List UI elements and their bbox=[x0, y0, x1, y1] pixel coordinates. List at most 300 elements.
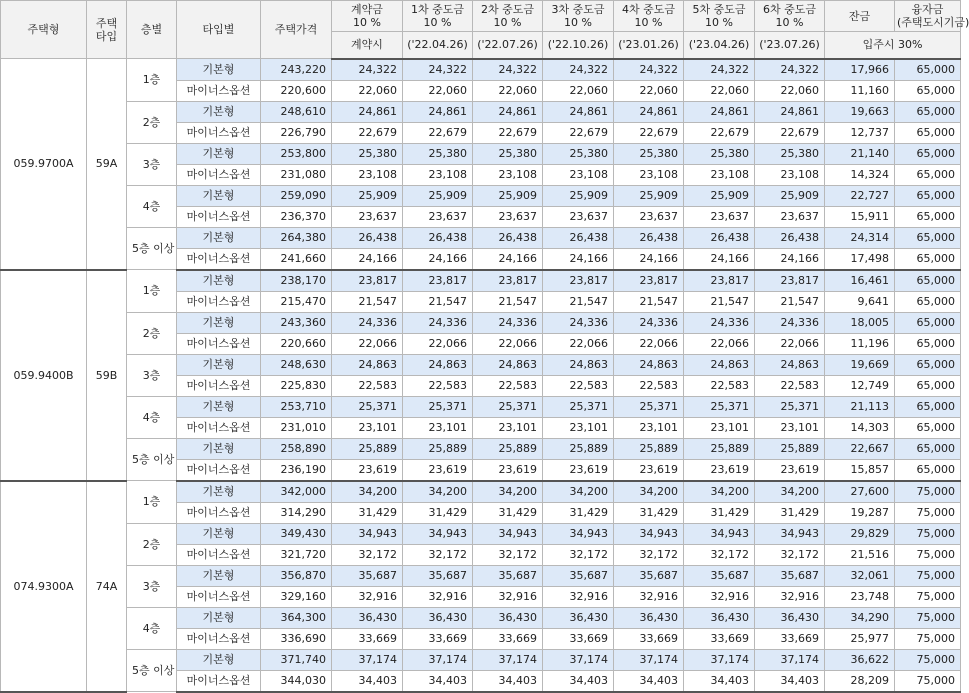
value-cell: 24,336 bbox=[755, 312, 825, 333]
value-cell: 21,113 bbox=[825, 396, 895, 417]
value-cell: 25,371 bbox=[403, 396, 473, 417]
value-cell: 25,909 bbox=[755, 185, 825, 206]
value-cell: 371,740 bbox=[261, 649, 332, 670]
value-cell: 36,430 bbox=[332, 607, 403, 628]
value-cell: 22,679 bbox=[684, 122, 755, 143]
value-cell: 25,371 bbox=[614, 396, 684, 417]
value-cell: 22,583 bbox=[403, 375, 473, 396]
value-cell: 35,687 bbox=[332, 565, 403, 586]
value-cell: 24,861 bbox=[543, 101, 614, 122]
value-cell: 37,174 bbox=[473, 649, 543, 670]
type-cell: 기본형 bbox=[177, 649, 261, 670]
header-balance-note: 입주시 30% bbox=[825, 32, 961, 59]
type-cell: 마이너스옵션 bbox=[177, 164, 261, 185]
value-cell: 65,000 bbox=[895, 101, 961, 122]
value-cell: 36,430 bbox=[614, 607, 684, 628]
value-cell: 75,000 bbox=[895, 544, 961, 565]
value-cell: 22,066 bbox=[755, 333, 825, 354]
value-cell: 25,380 bbox=[543, 143, 614, 164]
value-cell: 22,583 bbox=[473, 375, 543, 396]
table-row bbox=[1, 143, 961, 164]
value-cell: 24,336 bbox=[332, 312, 403, 333]
value-cell: 24,314 bbox=[825, 227, 895, 248]
type-cell: 기본형 bbox=[177, 438, 261, 459]
value-cell: 321,720 bbox=[261, 544, 332, 565]
value-cell: 34,403 bbox=[473, 670, 543, 692]
value-cell: 24,861 bbox=[614, 101, 684, 122]
floor-cell: 5층 이상 bbox=[127, 438, 177, 481]
value-cell: 25,889 bbox=[755, 438, 825, 459]
value-cell: 24,336 bbox=[543, 312, 614, 333]
header-balance: 잔금 bbox=[825, 1, 895, 32]
value-cell: 75,000 bbox=[895, 502, 961, 523]
value-cell: 26,438 bbox=[755, 227, 825, 248]
header-loan: 융자금 (주택도시기금) bbox=[895, 1, 961, 32]
value-cell: 26,438 bbox=[332, 227, 403, 248]
value-cell: 24,166 bbox=[614, 248, 684, 270]
value-cell: 14,303 bbox=[825, 417, 895, 438]
value-cell: 31,429 bbox=[473, 502, 543, 523]
type-cell: 기본형 bbox=[177, 101, 261, 122]
value-cell: 23,637 bbox=[755, 206, 825, 227]
value-cell: 25,371 bbox=[755, 396, 825, 417]
value-cell: 65,000 bbox=[895, 312, 961, 333]
value-cell: 23,817 bbox=[332, 270, 403, 292]
value-cell: 24,336 bbox=[614, 312, 684, 333]
value-cell: 32,172 bbox=[755, 544, 825, 565]
value-cell: 23,101 bbox=[755, 417, 825, 438]
value-cell: 24,863 bbox=[755, 354, 825, 375]
housing-type-cell: 059.9700A bbox=[1, 59, 87, 270]
value-cell: 25,371 bbox=[684, 396, 755, 417]
value-cell: 34,943 bbox=[332, 523, 403, 544]
type-cell: 기본형 bbox=[177, 227, 261, 248]
value-cell: 22,060 bbox=[473, 80, 543, 101]
value-cell: 24,863 bbox=[543, 354, 614, 375]
type-cell: 마이너스옵션 bbox=[177, 206, 261, 227]
value-cell: 22,066 bbox=[684, 333, 755, 354]
value-cell: 23,108 bbox=[614, 164, 684, 185]
value-cell: 25,909 bbox=[614, 185, 684, 206]
value-cell: 25,889 bbox=[332, 438, 403, 459]
table-row bbox=[1, 649, 961, 670]
value-cell: 21,547 bbox=[332, 291, 403, 312]
type-cell: 기본형 bbox=[177, 481, 261, 503]
type-cell: 기본형 bbox=[177, 354, 261, 375]
floor-cell: 3층 bbox=[127, 565, 177, 607]
value-cell: 37,174 bbox=[543, 649, 614, 670]
value-cell: 75,000 bbox=[895, 586, 961, 607]
header-interim-6-date: ('23.07.26) bbox=[755, 32, 825, 59]
value-cell: 32,916 bbox=[403, 586, 473, 607]
value-cell: 24,322 bbox=[684, 59, 755, 81]
value-cell: 65,000 bbox=[895, 375, 961, 396]
type-cell: 마이너스옵션 bbox=[177, 459, 261, 481]
value-cell: 23,108 bbox=[332, 164, 403, 185]
value-cell: 37,174 bbox=[684, 649, 755, 670]
floor-cell: 2층 bbox=[127, 101, 177, 143]
value-cell: 23,637 bbox=[473, 206, 543, 227]
value-cell: 24,863 bbox=[403, 354, 473, 375]
value-cell: 226,790 bbox=[261, 122, 332, 143]
table-row bbox=[1, 59, 961, 81]
value-cell: 75,000 bbox=[895, 565, 961, 586]
value-cell: 23,108 bbox=[473, 164, 543, 185]
value-cell: 32,916 bbox=[543, 586, 614, 607]
value-cell: 65,000 bbox=[895, 270, 961, 292]
value-cell: 23,637 bbox=[614, 206, 684, 227]
header-interim-4: 4차 중도금 10 % bbox=[614, 1, 684, 32]
value-cell: 23,101 bbox=[684, 417, 755, 438]
value-cell: 75,000 bbox=[895, 481, 961, 503]
table-row bbox=[1, 227, 961, 248]
value-cell: 35,687 bbox=[403, 565, 473, 586]
value-cell: 22,583 bbox=[755, 375, 825, 396]
value-cell: 9,641 bbox=[825, 291, 895, 312]
value-cell: 24,322 bbox=[755, 59, 825, 81]
value-cell: 22,060 bbox=[755, 80, 825, 101]
value-cell: 22,583 bbox=[684, 375, 755, 396]
table-row bbox=[1, 565, 961, 586]
value-cell: 29,829 bbox=[825, 523, 895, 544]
value-cell: 65,000 bbox=[895, 333, 961, 354]
value-cell: 25,977 bbox=[825, 628, 895, 649]
value-cell: 11,160 bbox=[825, 80, 895, 101]
floor-cell: 4층 bbox=[127, 396, 177, 438]
value-cell: 65,000 bbox=[895, 80, 961, 101]
value-cell: 23,108 bbox=[543, 164, 614, 185]
value-cell: 15,857 bbox=[825, 459, 895, 481]
header-deposit-when: 계약시 bbox=[332, 32, 403, 59]
table-row bbox=[1, 438, 961, 459]
value-cell: 231,010 bbox=[261, 417, 332, 438]
value-cell: 12,737 bbox=[825, 122, 895, 143]
value-cell: 24,166 bbox=[473, 248, 543, 270]
value-cell: 34,403 bbox=[614, 670, 684, 692]
floor-cell: 5층 이상 bbox=[127, 649, 177, 692]
value-cell: 21,547 bbox=[614, 291, 684, 312]
value-cell: 22,060 bbox=[684, 80, 755, 101]
value-cell: 26,438 bbox=[614, 227, 684, 248]
value-cell: 31,429 bbox=[755, 502, 825, 523]
value-cell: 24,166 bbox=[543, 248, 614, 270]
header-interim-2-date: ('22.07.26) bbox=[473, 32, 543, 59]
value-cell: 65,000 bbox=[895, 248, 961, 270]
value-cell: 37,174 bbox=[755, 649, 825, 670]
header-housing-type: 주택형 bbox=[1, 1, 87, 59]
value-cell: 24,166 bbox=[403, 248, 473, 270]
type-cell: 마이너스옵션 bbox=[177, 502, 261, 523]
value-cell: 25,371 bbox=[543, 396, 614, 417]
header-interim-3-date: ('22.10.26) bbox=[543, 32, 614, 59]
value-cell: 34,943 bbox=[614, 523, 684, 544]
value-cell: 25,889 bbox=[403, 438, 473, 459]
value-cell: 243,360 bbox=[261, 312, 332, 333]
floor-cell: 3층 bbox=[127, 354, 177, 396]
value-cell: 34,943 bbox=[403, 523, 473, 544]
value-cell: 34,200 bbox=[543, 481, 614, 503]
value-cell: 75,000 bbox=[895, 628, 961, 649]
value-cell: 344,030 bbox=[261, 670, 332, 692]
value-cell: 14,324 bbox=[825, 164, 895, 185]
value-cell: 24,861 bbox=[332, 101, 403, 122]
value-cell: 34,200 bbox=[403, 481, 473, 503]
value-cell: 24,166 bbox=[684, 248, 755, 270]
type-cell: 마이너스옵션 bbox=[177, 375, 261, 396]
value-cell: 33,669 bbox=[403, 628, 473, 649]
floor-cell: 2층 bbox=[127, 523, 177, 565]
value-cell: 21,516 bbox=[825, 544, 895, 565]
value-cell: 26,438 bbox=[684, 227, 755, 248]
value-cell: 22,066 bbox=[543, 333, 614, 354]
header-floor: 층별 bbox=[127, 1, 177, 59]
value-cell: 25,371 bbox=[332, 396, 403, 417]
value-cell: 22,679 bbox=[614, 122, 684, 143]
value-cell: 23,108 bbox=[403, 164, 473, 185]
value-cell: 22,066 bbox=[473, 333, 543, 354]
value-cell: 241,660 bbox=[261, 248, 332, 270]
value-cell: 231,080 bbox=[261, 164, 332, 185]
value-cell: 65,000 bbox=[895, 291, 961, 312]
value-cell: 34,943 bbox=[755, 523, 825, 544]
value-cell: 24,863 bbox=[614, 354, 684, 375]
value-cell: 19,663 bbox=[825, 101, 895, 122]
floor-cell: 1층 bbox=[127, 481, 177, 524]
value-cell: 65,000 bbox=[895, 417, 961, 438]
value-cell: 34,200 bbox=[684, 481, 755, 503]
value-cell: 24,166 bbox=[755, 248, 825, 270]
type-cell: 기본형 bbox=[177, 523, 261, 544]
type-cell: 기본형 bbox=[177, 396, 261, 417]
value-cell: 27,600 bbox=[825, 481, 895, 503]
type-cell: 마이너스옵션 bbox=[177, 628, 261, 649]
value-cell: 22,679 bbox=[403, 122, 473, 143]
value-cell: 253,800 bbox=[261, 143, 332, 164]
value-cell: 33,669 bbox=[473, 628, 543, 649]
value-cell: 220,600 bbox=[261, 80, 332, 101]
type-cell: 마이너스옵션 bbox=[177, 248, 261, 270]
type-cell: 기본형 bbox=[177, 185, 261, 206]
value-cell: 24,336 bbox=[473, 312, 543, 333]
type-cell: 기본형 bbox=[177, 607, 261, 628]
value-cell: 65,000 bbox=[895, 164, 961, 185]
value-cell: 12,749 bbox=[825, 375, 895, 396]
value-cell: 34,403 bbox=[403, 670, 473, 692]
table-row bbox=[1, 396, 961, 417]
value-cell: 23,817 bbox=[614, 270, 684, 292]
value-cell: 248,610 bbox=[261, 101, 332, 122]
value-cell: 33,669 bbox=[332, 628, 403, 649]
value-cell: 35,687 bbox=[684, 565, 755, 586]
value-cell: 220,660 bbox=[261, 333, 332, 354]
value-cell: 26,438 bbox=[473, 227, 543, 248]
table-row bbox=[1, 523, 961, 544]
value-cell: 15,911 bbox=[825, 206, 895, 227]
value-cell: 24,322 bbox=[614, 59, 684, 81]
value-cell: 26,438 bbox=[543, 227, 614, 248]
value-cell: 22,679 bbox=[332, 122, 403, 143]
type-cell: 마이너스옵션 bbox=[177, 417, 261, 438]
value-cell: 32,172 bbox=[403, 544, 473, 565]
value-cell: 215,470 bbox=[261, 291, 332, 312]
value-cell: 65,000 bbox=[895, 227, 961, 248]
table-row bbox=[1, 101, 961, 122]
value-cell: 25,889 bbox=[614, 438, 684, 459]
table-row bbox=[1, 185, 961, 206]
value-cell: 36,430 bbox=[755, 607, 825, 628]
value-cell: 65,000 bbox=[895, 354, 961, 375]
header-house-type: 주택 타입 bbox=[87, 1, 127, 59]
value-cell: 33,669 bbox=[543, 628, 614, 649]
floor-cell: 5층 이상 bbox=[127, 227, 177, 270]
value-cell: 24,322 bbox=[403, 59, 473, 81]
value-cell: 24,322 bbox=[543, 59, 614, 81]
value-cell: 23,817 bbox=[403, 270, 473, 292]
value-cell: 37,174 bbox=[332, 649, 403, 670]
value-cell: 35,687 bbox=[614, 565, 684, 586]
value-cell: 34,290 bbox=[825, 607, 895, 628]
value-cell: 24,861 bbox=[473, 101, 543, 122]
value-cell: 19,287 bbox=[825, 502, 895, 523]
value-cell: 25,380 bbox=[473, 143, 543, 164]
value-cell: 22,679 bbox=[473, 122, 543, 143]
header-interim-5: 5차 중도금 10 % bbox=[684, 1, 755, 32]
type-cell: 기본형 bbox=[177, 270, 261, 292]
header-interim-1-date: ('22.04.26) bbox=[403, 32, 473, 59]
header-interim-6: 6차 중도금 10 % bbox=[755, 1, 825, 32]
value-cell: 37,174 bbox=[403, 649, 473, 670]
value-cell: 24,336 bbox=[403, 312, 473, 333]
value-cell: 259,090 bbox=[261, 185, 332, 206]
value-cell: 23,101 bbox=[614, 417, 684, 438]
value-cell: 25,909 bbox=[543, 185, 614, 206]
value-cell: 25,380 bbox=[614, 143, 684, 164]
value-cell: 314,290 bbox=[261, 502, 332, 523]
floor-cell: 1층 bbox=[127, 59, 177, 102]
value-cell: 23,101 bbox=[403, 417, 473, 438]
value-cell: 23,817 bbox=[684, 270, 755, 292]
value-cell: 35,687 bbox=[473, 565, 543, 586]
value-cell: 349,430 bbox=[261, 523, 332, 544]
type-cell: 마이너스옵션 bbox=[177, 80, 261, 101]
table-row bbox=[1, 481, 961, 503]
value-cell: 22,060 bbox=[614, 80, 684, 101]
value-cell: 24,863 bbox=[473, 354, 543, 375]
value-cell: 65,000 bbox=[895, 396, 961, 417]
value-cell: 23,619 bbox=[755, 459, 825, 481]
value-cell: 36,430 bbox=[543, 607, 614, 628]
type-cell: 마이너스옵션 bbox=[177, 291, 261, 312]
house-type-cell: 59A bbox=[87, 59, 127, 270]
value-cell: 342,000 bbox=[261, 481, 332, 503]
value-cell: 36,430 bbox=[473, 607, 543, 628]
value-cell: 31,429 bbox=[332, 502, 403, 523]
type-cell: 마이너스옵션 bbox=[177, 333, 261, 354]
value-cell: 65,000 bbox=[895, 206, 961, 227]
value-cell: 22,679 bbox=[755, 122, 825, 143]
value-cell: 23,619 bbox=[473, 459, 543, 481]
value-cell: 34,403 bbox=[543, 670, 614, 692]
table-row bbox=[1, 270, 961, 292]
value-cell: 25,380 bbox=[332, 143, 403, 164]
value-cell: 22,060 bbox=[332, 80, 403, 101]
header-interim-3: 3차 중도금 10 % bbox=[543, 1, 614, 32]
value-cell: 23,637 bbox=[332, 206, 403, 227]
value-cell: 23,619 bbox=[614, 459, 684, 481]
value-cell: 243,220 bbox=[261, 59, 332, 81]
value-cell: 34,943 bbox=[543, 523, 614, 544]
value-cell: 23,748 bbox=[825, 586, 895, 607]
value-cell: 32,061 bbox=[825, 565, 895, 586]
header-type: 타입별 bbox=[177, 1, 261, 59]
value-cell: 24,863 bbox=[332, 354, 403, 375]
value-cell: 32,172 bbox=[543, 544, 614, 565]
value-cell: 32,172 bbox=[473, 544, 543, 565]
value-cell: 75,000 bbox=[895, 607, 961, 628]
value-cell: 25,909 bbox=[684, 185, 755, 206]
value-cell: 34,403 bbox=[684, 670, 755, 692]
value-cell: 23,817 bbox=[755, 270, 825, 292]
table-row bbox=[1, 607, 961, 628]
value-cell: 18,005 bbox=[825, 312, 895, 333]
value-cell: 24,322 bbox=[473, 59, 543, 81]
value-cell: 35,687 bbox=[543, 565, 614, 586]
value-cell: 22,583 bbox=[332, 375, 403, 396]
value-cell: 33,669 bbox=[684, 628, 755, 649]
value-cell: 25,380 bbox=[755, 143, 825, 164]
value-cell: 23,817 bbox=[473, 270, 543, 292]
value-cell: 24,861 bbox=[684, 101, 755, 122]
value-cell: 65,000 bbox=[895, 122, 961, 143]
value-cell: 25,889 bbox=[473, 438, 543, 459]
table-row bbox=[1, 354, 961, 375]
header-interim-2: 2차 중도금 10 % bbox=[473, 1, 543, 32]
value-cell: 21,547 bbox=[403, 291, 473, 312]
value-cell: 24,166 bbox=[332, 248, 403, 270]
value-cell: 336,690 bbox=[261, 628, 332, 649]
value-cell: 34,200 bbox=[332, 481, 403, 503]
value-cell: 34,943 bbox=[473, 523, 543, 544]
value-cell: 17,498 bbox=[825, 248, 895, 270]
value-cell: 24,336 bbox=[684, 312, 755, 333]
value-cell: 258,890 bbox=[261, 438, 332, 459]
value-cell: 36,430 bbox=[403, 607, 473, 628]
value-cell: 22,060 bbox=[543, 80, 614, 101]
table-body bbox=[1, 59, 961, 692]
floor-cell: 4층 bbox=[127, 185, 177, 227]
value-cell: 17,966 bbox=[825, 59, 895, 81]
value-cell: 32,916 bbox=[332, 586, 403, 607]
value-cell: 19,669 bbox=[825, 354, 895, 375]
value-cell: 24,863 bbox=[684, 354, 755, 375]
type-cell: 기본형 bbox=[177, 59, 261, 81]
value-cell: 21,140 bbox=[825, 143, 895, 164]
floor-cell: 2층 bbox=[127, 312, 177, 354]
value-cell: 33,669 bbox=[755, 628, 825, 649]
floor-cell: 3층 bbox=[127, 143, 177, 185]
header-price: 주택가격 bbox=[261, 1, 332, 59]
type-cell: 마이너스옵션 bbox=[177, 544, 261, 565]
value-cell: 31,429 bbox=[684, 502, 755, 523]
value-cell: 65,000 bbox=[895, 438, 961, 459]
value-cell: 23,637 bbox=[543, 206, 614, 227]
value-cell: 75,000 bbox=[895, 523, 961, 544]
house-type-cell: 59B bbox=[87, 270, 127, 481]
value-cell: 36,430 bbox=[684, 607, 755, 628]
value-cell: 25,380 bbox=[684, 143, 755, 164]
value-cell: 25,889 bbox=[684, 438, 755, 459]
value-cell: 26,438 bbox=[403, 227, 473, 248]
